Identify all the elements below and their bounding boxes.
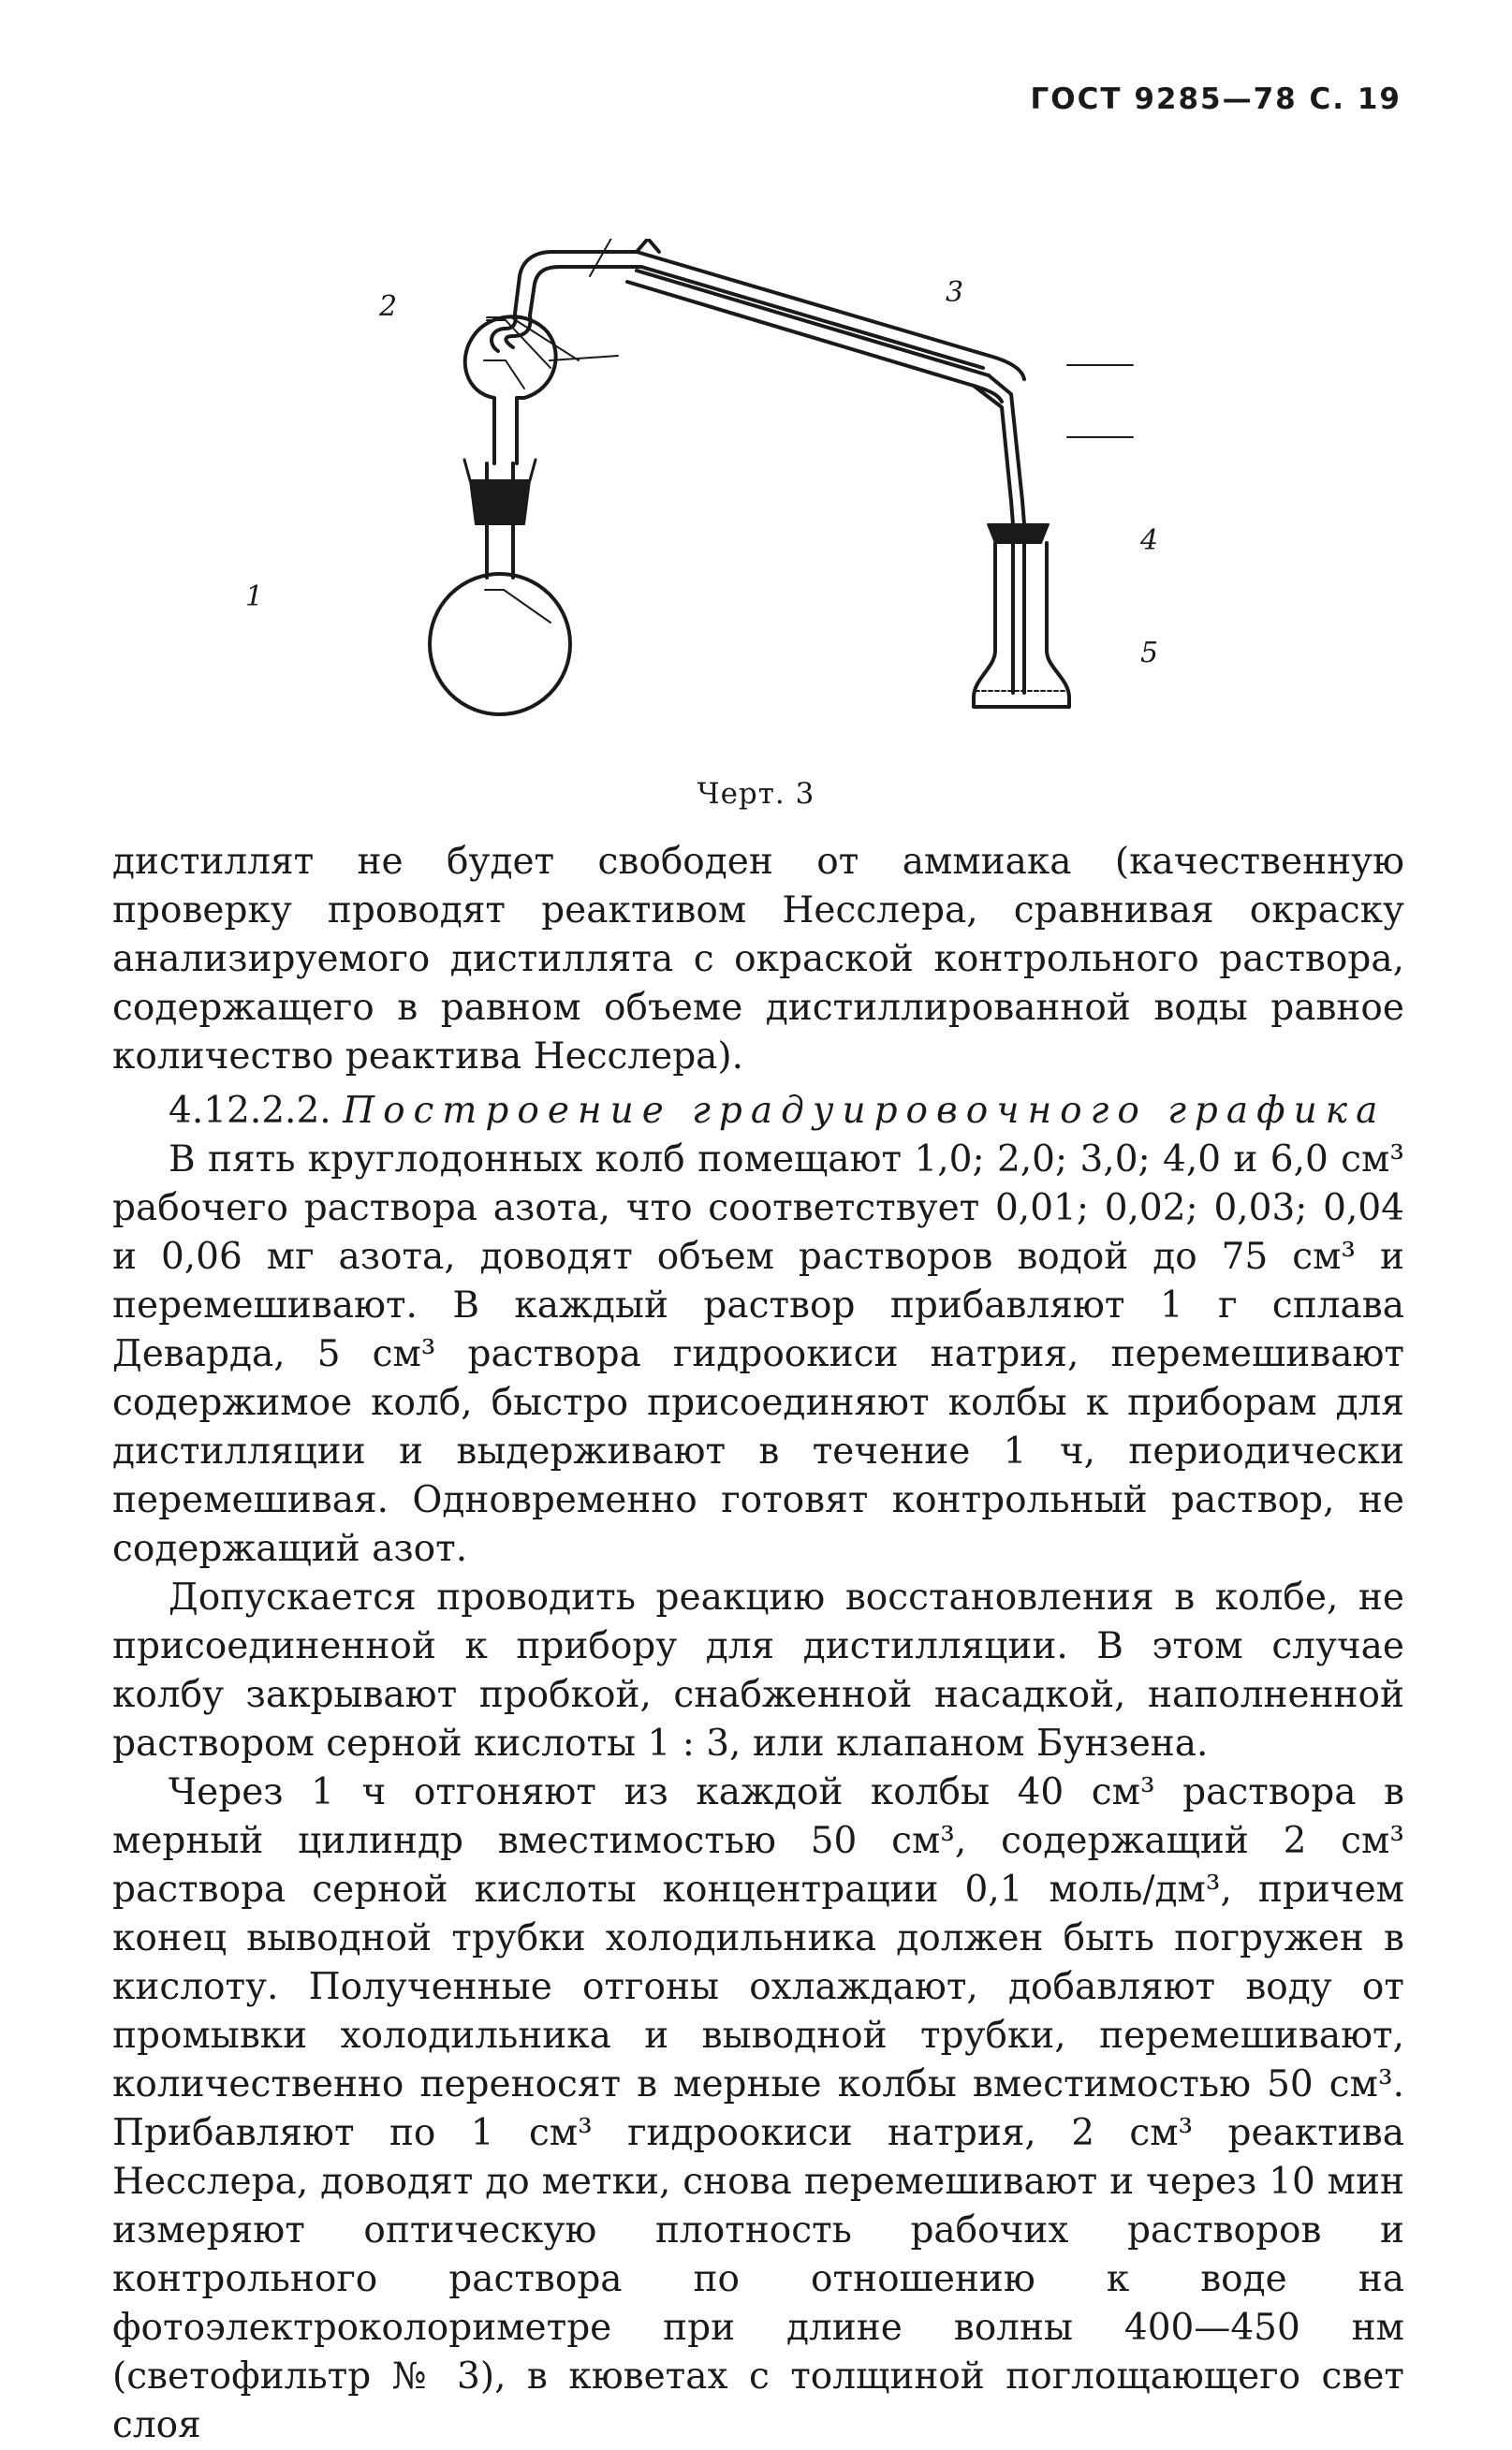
- condenser: [627, 252, 1024, 501]
- body-text: [112, 838, 1404, 2450]
- figure-label-5: 5: [1140, 637, 1159, 669]
- section-heading: [112, 1087, 1404, 1136]
- figure-label-4: 4: [1140, 524, 1159, 557]
- section-number: 4.12.2.2.: [169, 1090, 331, 1132]
- paragraph-1: дистиллят не будет свободен от аммиака (качественную проверку проводят реактивом Несслера, сравнивая окраску анализируемого дистиллята с окраской контрольного раствора, содержащего в равном объеме дистиллированной воды равное количество реактива Несслера).: [112, 841, 1404, 1078]
- receiver-cylinder: [974, 501, 1069, 707]
- paragraph-3: Допускается проводить реакцию восстановления в колбе, не присоединенной к прибору для дистилляции. В этом случае колбу закрывают пробкой, снабженной насадкой, наполненной раствором серной кислоты 1 : 3, или клапаном Бунзена.: [112, 1577, 1404, 1765]
- page-header: ГОСТ 9285—78 С. 19: [1030, 82, 1402, 116]
- section-title: Построение градуировочного графика: [343, 1090, 1387, 1132]
- figure-label-2: 2: [379, 290, 398, 323]
- figure-label-1: 1: [245, 580, 264, 613]
- paragraph-2: В пять круглодонных колб помещают 1,0; 2,0; 3,0; 4,0 и 6,0 см³ рабочего раствора азота, что соответствует 0,01; 0,02; 0,03; 0,04 и 0,06 мг азота, доводят объем растворов водой до 75 см³ и перемешивают. В каждый раствор прибавляют 1 г сплава Деварда, 5 см³ раствора гидроокиси натрия, перемешивают содержимое колб, быстро присоединяют колбы к приборам для дистилляции и выдерживают в течение 1 ч, периодически перемешивая. Одновременно готовят контрольный раствор, не содержащий азот.: [112, 1138, 1404, 1570]
- splash-trap-bulb: [465, 239, 659, 463]
- distillation-apparatus-figure: [245, 239, 1198, 763]
- round-bottom-flask: [430, 460, 570, 714]
- paragraph-4: Через 1 ч отгоняют из каждой колбы 40 см³ раствора в мерный цилиндр вместимостью 50 см³, содержащий 2 см³ раствора серной кислоты концентрации 0,1 моль/дм³, причем конец выводной трубки холодильника должен быть погружен в кислоту. Полученные отгоны охлаждают, добавляют воду от промывки холодильника и выводной трубки, перемешивают, количественно переносят в мерные колбы вместимостью 50 см³. Прибавляют по 1 см³ гидроокиси натрия, 2 см³ реактива Несслера, доводят до метки, снова перемешивают и через 10 мин измеряют оптическую плотность рабочих растворов и контрольного раствора по отношению к воде на фотоэлектроколориметре при длине волны 400—450 нм (светофильтр № 3), в кюветах с толщиной поглощающего свет слоя: [112, 1771, 1404, 2446]
- figure-caption: Черт. 3: [697, 777, 815, 811]
- figure-label-3: 3: [946, 276, 964, 309]
